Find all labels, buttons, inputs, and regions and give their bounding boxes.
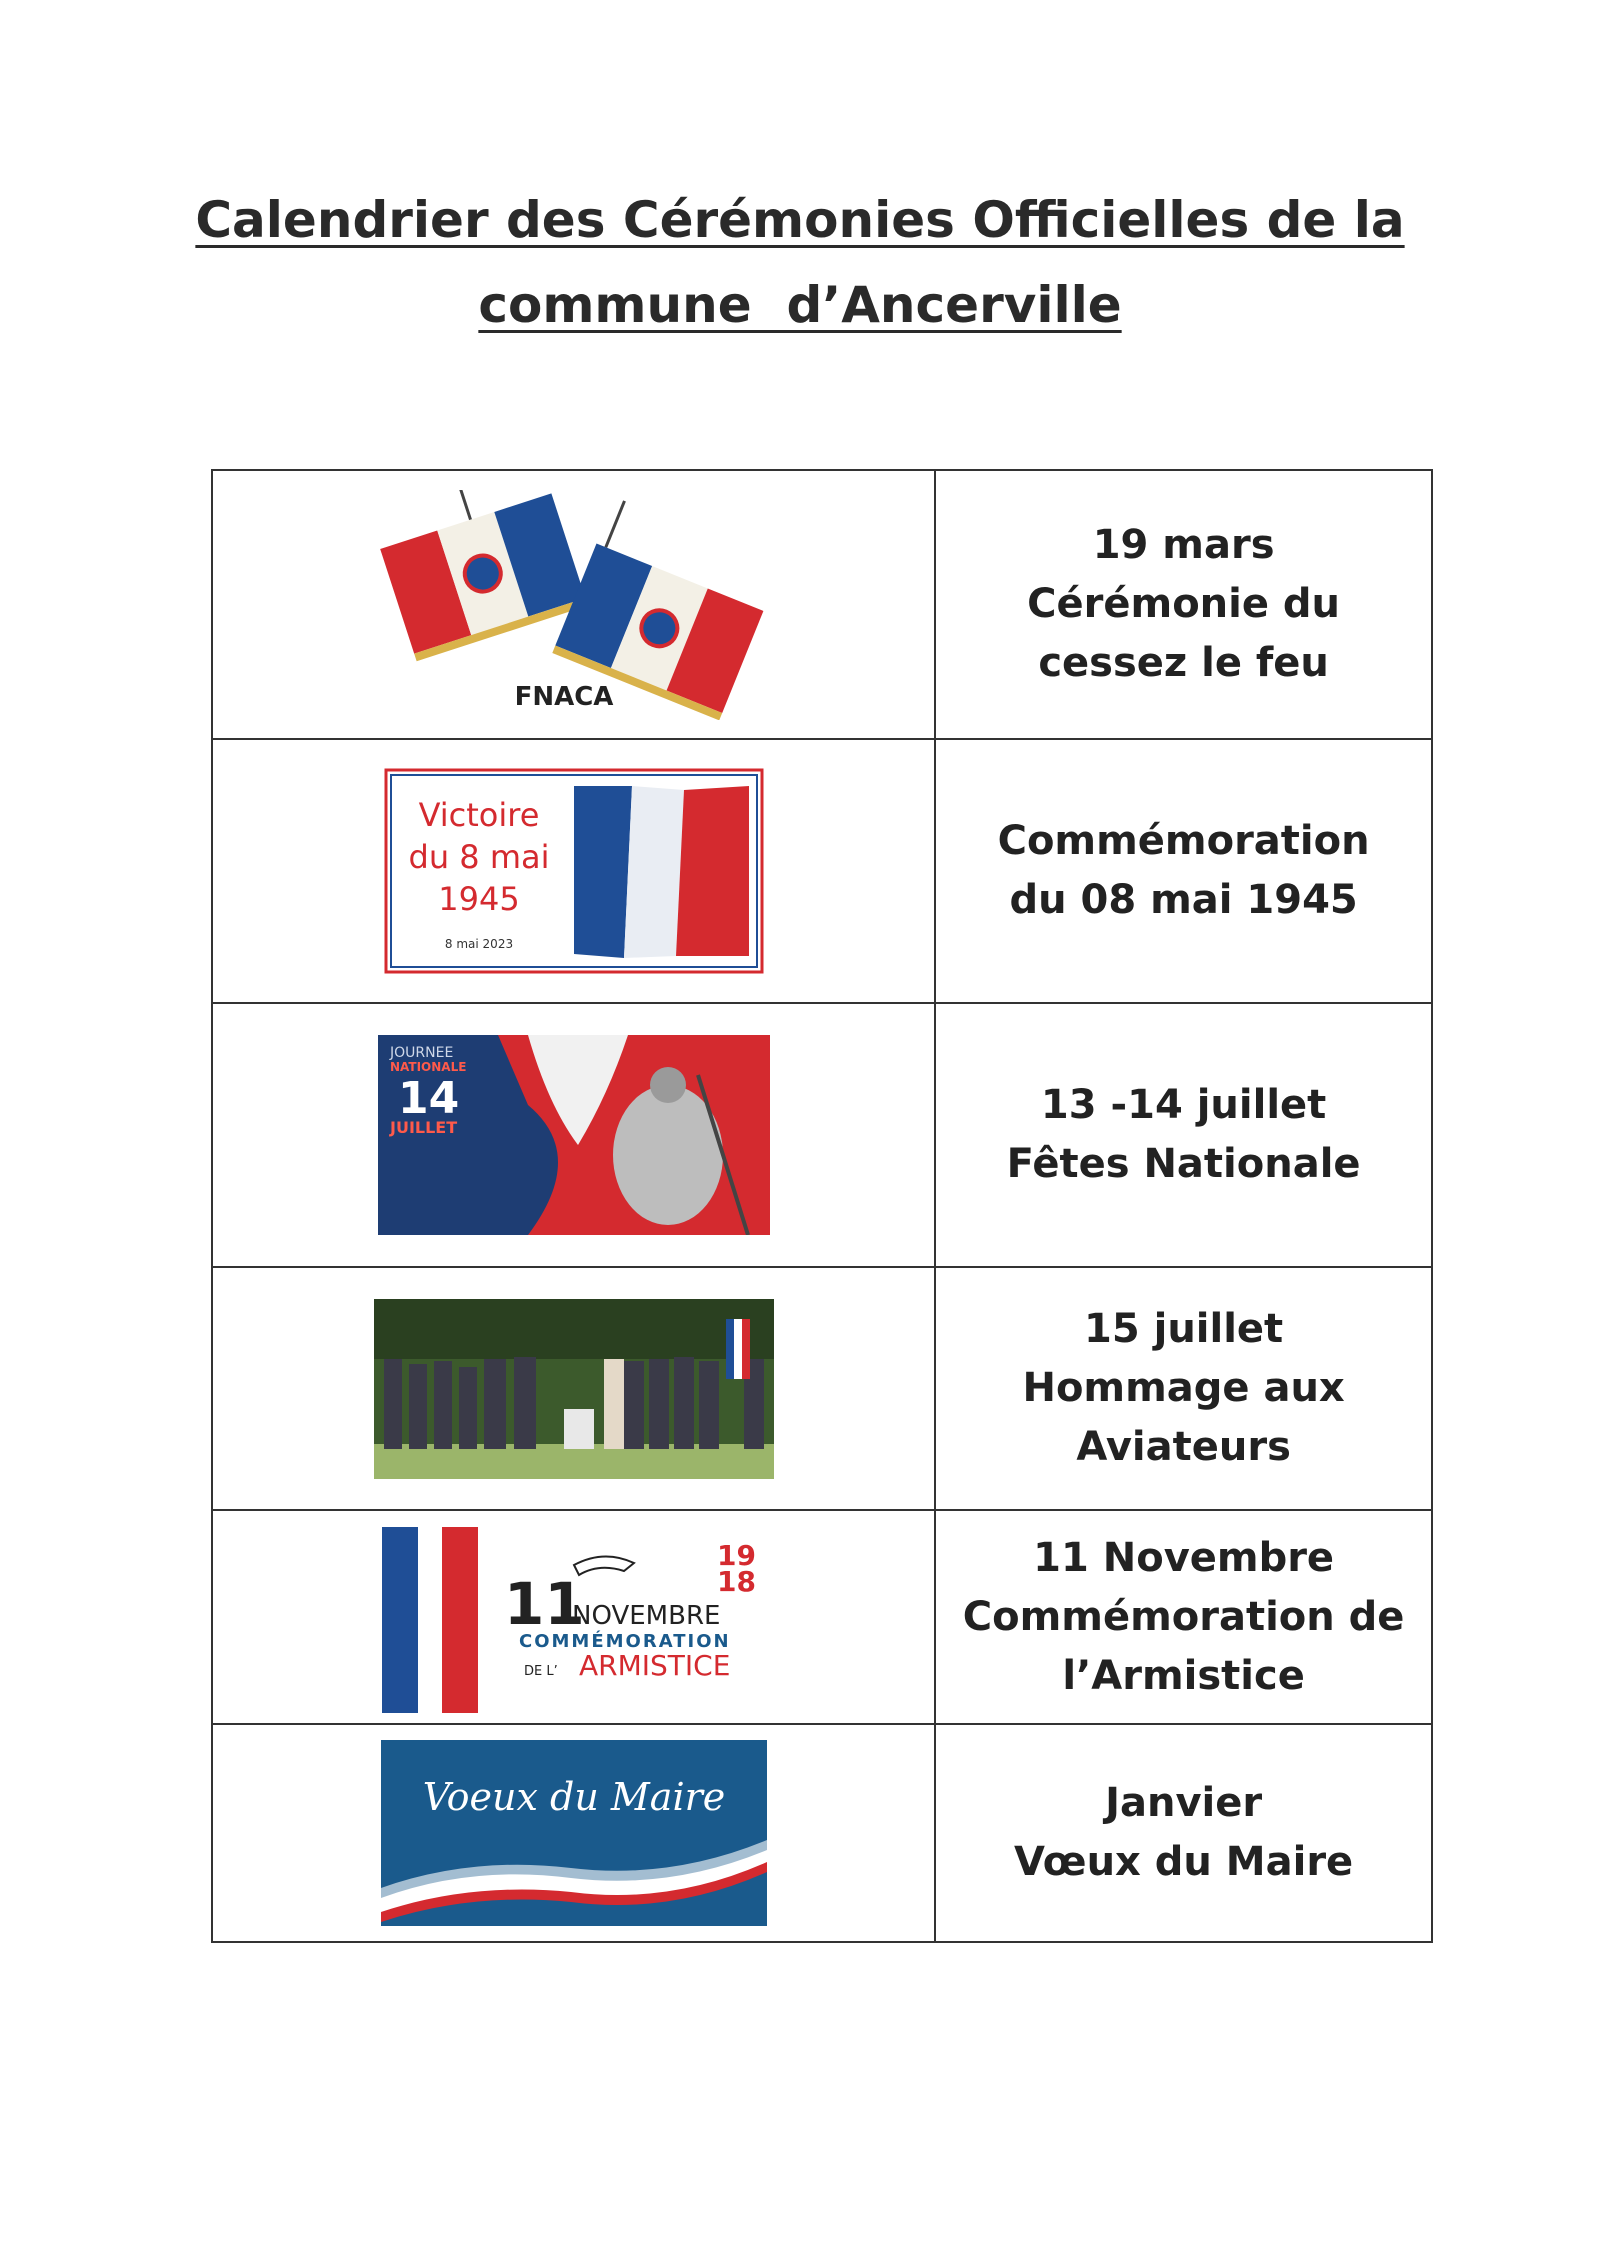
ceremony-date: du 08 mai 1945 <box>1009 877 1358 923</box>
table-row <box>212 1267 1432 1510</box>
ceremony-title: Aviateurs <box>1076 1424 1291 1470</box>
image-cell <box>212 1724 935 1942</box>
ceremony-description <box>935 470 1432 739</box>
jn-line-1: JOURNEE <box>389 1045 453 1061</box>
title-line-1: Calendrier des Cérémonies Officielles de la <box>195 191 1405 249</box>
ceremony-title: Commémoration de <box>962 1593 1405 1640</box>
group-photo-image <box>374 1299 774 1479</box>
victoire-8-mai-image <box>384 768 764 974</box>
armistice-years-bottom: 18 <box>716 1565 756 1598</box>
table-row <box>212 1724 1432 1942</box>
victoire-line-2: du 8 mai <box>408 838 550 876</box>
ceremony-title: Vœux du Maire <box>1014 1839 1354 1885</box>
armistice-word: ARMISTICE <box>578 1649 730 1682</box>
victoire-line-3: 1945 <box>437 880 520 918</box>
table-row <box>212 1510 1432 1724</box>
11-novembre-image <box>374 1519 774 1715</box>
table-row <box>212 1003 1432 1267</box>
ceremony-calendar-table <box>211 469 1433 1943</box>
armistice-years-top: 19 <box>716 1539 756 1572</box>
ceremony-description <box>935 1724 1432 1942</box>
ceremony-title: l’Armistice <box>1062 1652 1305 1699</box>
fnaca-flags-image <box>354 490 794 720</box>
fnaca-caption: FNACA <box>514 681 614 712</box>
journee-nationale-14-juillet-image <box>378 1035 770 1235</box>
ceremony-description <box>935 1267 1432 1510</box>
armistice-num: 11 <box>503 1570 585 1638</box>
ceremony-description <box>935 1510 1432 1724</box>
ceremony-date: 19 mars <box>1092 522 1275 568</box>
jn-line-2: NATIONALE <box>389 1060 467 1074</box>
victoire-date: 8 mai 2023 <box>444 937 513 951</box>
ceremony-date: 13 -14 juillet <box>1040 1082 1327 1128</box>
image-cell <box>212 1003 935 1267</box>
ceremony-title: Commémoration <box>997 818 1370 864</box>
ceremony-date: 15 juillet <box>1084 1306 1284 1352</box>
image-cell <box>212 739 935 1003</box>
jn-line-4: JUILLET <box>389 1118 457 1137</box>
ceremony-title: cessez le feu <box>1038 640 1329 686</box>
page-title <box>0 178 1600 348</box>
ceremony-description <box>935 739 1432 1003</box>
ceremony-date: 11 Novembre <box>1033 1534 1335 1581</box>
image-cell <box>212 1510 935 1724</box>
title-line-2: commune d’Ancerville <box>478 276 1122 334</box>
ceremony-date: Janvier <box>1105 1780 1263 1826</box>
ceremony-title: Hommage aux <box>1022 1365 1345 1411</box>
image-cell <box>212 470 935 739</box>
voeux-script-text: Voeux du Maire <box>422 1775 725 1819</box>
armistice-month: NOVEMBRE <box>571 1601 721 1631</box>
armistice-de: DE L’ <box>523 1664 558 1679</box>
armistice-commemoration: COMMÉMORATION <box>518 1631 731 1652</box>
ceremony-description <box>935 1003 1432 1267</box>
table-row <box>212 470 1432 739</box>
jn-line-3: 14 <box>397 1073 459 1124</box>
voeux-du-maire-image <box>381 1740 767 1926</box>
table-row <box>212 739 1432 1003</box>
ceremony-title: Cérémonie du <box>1027 581 1341 627</box>
victoire-line-1: Victoire <box>418 796 540 834</box>
image-cell <box>212 1267 935 1510</box>
ceremony-title: Fêtes Nationale <box>1006 1141 1361 1187</box>
